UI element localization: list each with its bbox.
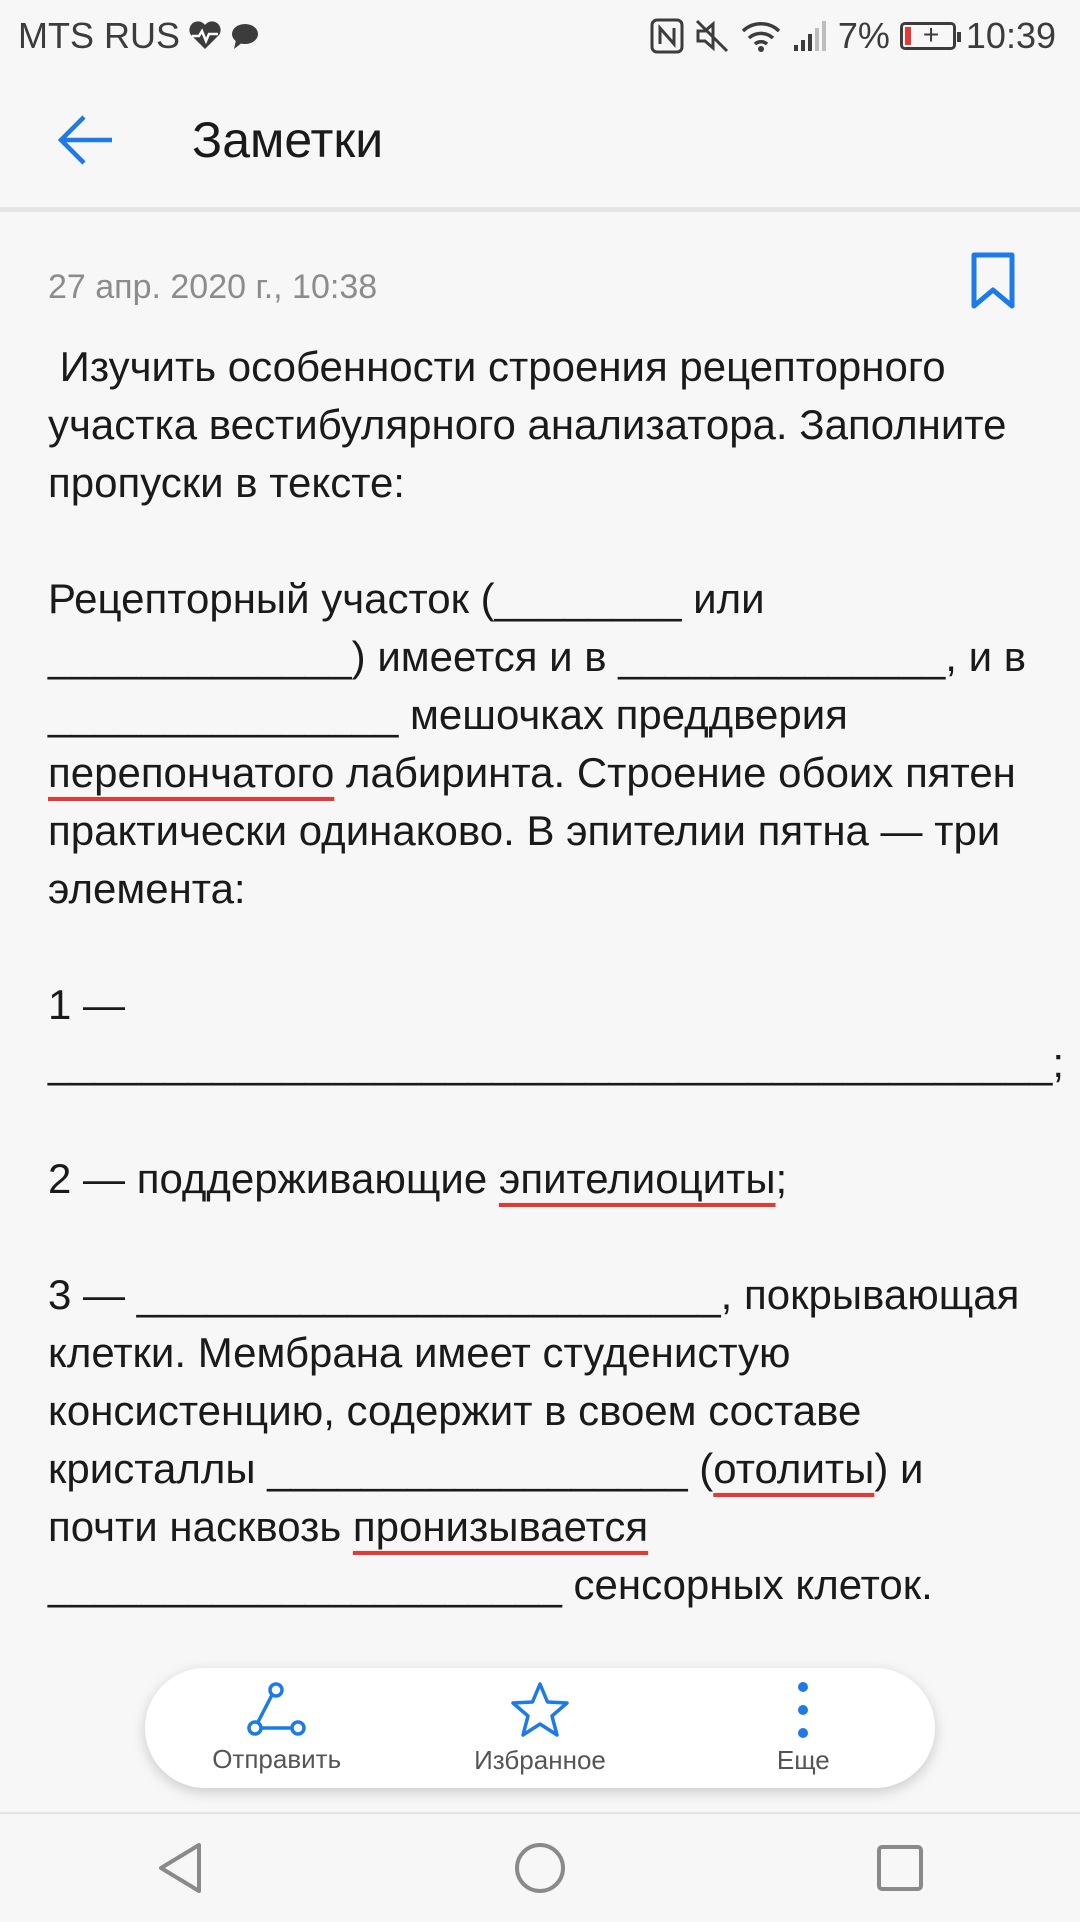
note-body[interactable] (48, 338, 1065, 1614)
circle-home-icon (513, 1841, 567, 1895)
triangle-back-icon (155, 1841, 205, 1895)
app-bar (0, 72, 1080, 212)
status-bar (0, 0, 1080, 72)
misspelled-word: перепончатого (48, 749, 335, 796)
bookmark-button[interactable] (970, 252, 1024, 314)
clock: 10:39 (965, 15, 1056, 56)
note-action-bar (145, 1668, 935, 1788)
signal-icon (792, 19, 828, 53)
misspelled-word: пронизывается (352, 1503, 649, 1550)
back-button[interactable] (46, 100, 126, 180)
star-icon (509, 1681, 571, 1739)
send-label: Отправить (212, 1743, 342, 1774)
mute-icon (694, 18, 730, 54)
bookmark-icon (970, 252, 1016, 310)
misspelled-word: эпителиоциты (498, 1155, 776, 1202)
note-date: 27 апр. 2020 г., 10:38 (48, 268, 378, 306)
note-item-1-blank: ___________________________________________; (48, 1039, 1065, 1086)
send-button[interactable] (177, 1682, 377, 1775)
page-title: Заметки (192, 111, 384, 168)
more-button[interactable] (703, 1681, 903, 1776)
system-nav-bar (0, 1812, 1080, 1922)
note-paragraph-receptor: Рецепторный участок (________ или _____________) имеется и в ______________, и в _______________ мешочках преддверия перепончатого лабиринта. Строение обоих пятен практически одинаково. В эпителии пятна — три элемента: (48, 575, 1038, 912)
battery-charging-icon: + (900, 22, 956, 50)
nfc-icon (650, 18, 684, 54)
note-item-3: 3 — _________________________, покрывающая клетки. Мембрана имеет студенистую консистенцию, содержит в своем составе кристаллы __________________ (отолиты) и почти насквозь пронизывается ______________________ сенсорных клеток. (48, 1271, 1032, 1608)
battery-percent: 7% (837, 15, 890, 56)
nav-back-button[interactable] (140, 1828, 220, 1908)
carrier-name: MTS RUS (18, 15, 180, 56)
share-icon (246, 1682, 308, 1738)
arrow-back-icon (56, 114, 116, 166)
note-item-2: 2 — поддерживающие эпителиоциты; (48, 1155, 788, 1202)
nav-home-button[interactable] (500, 1828, 580, 1908)
more-vertical-icon (793, 1681, 813, 1739)
square-recents-icon (875, 1843, 925, 1893)
note-item-1-number: 1 — (48, 981, 126, 1028)
more-label: Еще (776, 1744, 830, 1775)
wifi-icon (740, 19, 782, 53)
chat-bubble-icon (230, 22, 260, 50)
misspelled-word: отолиты (713, 1445, 875, 1492)
nav-recents-button[interactable] (860, 1828, 940, 1908)
favorite-button[interactable] (440, 1681, 640, 1776)
favorite-label: Избранное (474, 1744, 606, 1775)
heart-pulse-icon (188, 21, 222, 51)
note-paragraph-intro: Изучить особенности строения рецепторного участка вестибулярного анализатора. Заполните пропуски в тексте: (48, 343, 1019, 506)
